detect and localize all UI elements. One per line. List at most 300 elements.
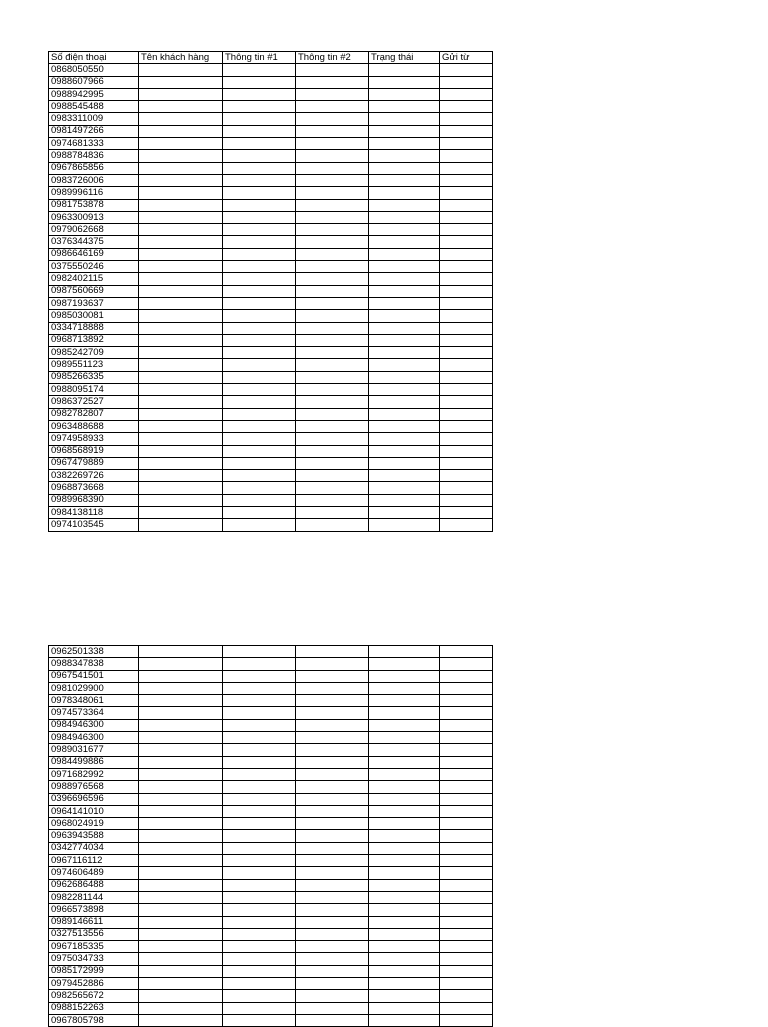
sent-from-cell [440,150,493,162]
status-cell [369,978,440,990]
sent-from-cell [440,187,493,199]
customer-name-cell [139,162,223,174]
phone-cell: 0974958933 [49,433,139,445]
phone-cell: 0988942995 [49,88,139,100]
customer-name-cell [139,519,223,531]
status-cell [369,445,440,457]
status-cell [369,433,440,445]
sent-from-cell [440,682,493,694]
info-2-cell [296,322,369,334]
phone-cell: 0989551123 [49,359,139,371]
table-row [49,150,493,162]
header-customer-name: Tên khách hàng [139,52,223,64]
customer-name-cell [139,470,223,482]
phone-cell: 0967185335 [49,941,139,953]
status-cell [369,88,440,100]
info-2-cell [296,707,369,719]
table-row [49,519,493,531]
sent-from-cell [440,506,493,518]
header-status: Trạng thái [369,52,440,64]
table-row [49,125,493,137]
info-1-cell [223,334,296,346]
info-1-cell [223,359,296,371]
status-cell [369,830,440,842]
phone-cell: 0983311009 [49,113,139,125]
table-row [49,646,493,658]
status-cell [369,904,440,916]
phone-cell: 0987560669 [49,285,139,297]
phone-cell: 0988976568 [49,781,139,793]
info-1-cell [223,211,296,223]
status-cell [369,64,440,76]
status-cell [369,682,440,694]
info-2-cell [296,953,369,965]
info-2-cell [296,445,369,457]
info-1-cell [223,482,296,494]
customer-name-cell [139,420,223,432]
info-2-cell [296,88,369,100]
table-row [49,334,493,346]
status-cell [369,322,440,334]
customer-name-cell [139,273,223,285]
info-2-cell [296,494,369,506]
phone-cell: 0981029900 [49,682,139,694]
table-row [49,433,493,445]
customer-name-cell [139,744,223,756]
sent-from-cell [440,457,493,469]
phone-cell: 0982281144 [49,891,139,903]
info-2-cell [296,916,369,928]
status-cell [369,457,440,469]
info-2-cell [296,842,369,854]
status-cell [369,941,440,953]
customer-name-cell [139,719,223,731]
status-cell [369,1002,440,1014]
sent-from-cell [440,953,493,965]
table-row [49,359,493,371]
header-info-1: Thông tin #1 [223,52,296,64]
phone-cell: 0396696596 [49,793,139,805]
sent-from-cell [440,285,493,297]
customer-name-cell [139,891,223,903]
customer-name-cell [139,433,223,445]
info-2-cell [296,285,369,297]
customer-name-cell [139,150,223,162]
table-row [49,371,493,383]
status-cell [369,470,440,482]
sent-from-cell [440,916,493,928]
status-cell [369,261,440,273]
customer-name-cell [139,297,223,309]
table-row [49,855,493,867]
sent-from-cell [440,359,493,371]
table-row [49,928,493,940]
customer-name-cell [139,236,223,248]
customer-name-cell [139,879,223,891]
phone-cell: 0985172999 [49,965,139,977]
customer-name-cell [139,113,223,125]
customer-name-cell [139,408,223,420]
info-1-cell [223,519,296,531]
customer-name-cell [139,174,223,186]
table-row [49,1014,493,1026]
info-1-cell [223,76,296,88]
info-2-cell [296,941,369,953]
customer-name-cell [139,1002,223,1014]
status-cell [369,211,440,223]
phone-cell: 0964141010 [49,805,139,817]
sent-from-cell [440,125,493,137]
customer-name-cell [139,445,223,457]
phone-cell: 0962686488 [49,879,139,891]
info-1-cell [223,261,296,273]
customer-name-cell [139,756,223,768]
table-row [49,867,493,879]
table-row [49,953,493,965]
info-2-cell [296,125,369,137]
customer-name-cell [139,248,223,260]
customer-name-cell [139,658,223,670]
table-row [49,830,493,842]
sent-from-cell [440,322,493,334]
info-2-cell [296,64,369,76]
info-1-cell [223,891,296,903]
info-1-cell [223,199,296,211]
status-cell [369,916,440,928]
status-cell [369,707,440,719]
phone-cell: 0868050550 [49,64,139,76]
status-cell [369,928,440,940]
sent-from-cell [440,928,493,940]
info-2-cell [296,273,369,285]
info-1-cell [223,420,296,432]
customer-name-cell [139,285,223,297]
table-row [49,322,493,334]
customer-name-cell [139,965,223,977]
info-2-cell [296,248,369,260]
status-cell [369,842,440,854]
sent-from-cell [440,756,493,768]
status-cell [369,768,440,780]
status-cell [369,224,440,236]
customer-name-cell [139,707,223,719]
phone-cell: 0984946300 [49,719,139,731]
phone-cell: 0979452886 [49,978,139,990]
sent-from-cell [440,310,493,322]
info-2-cell [296,719,369,731]
info-2-cell [296,658,369,670]
status-cell [369,953,440,965]
info-1-cell [223,928,296,940]
customer-name-cell [139,224,223,236]
info-2-cell [296,334,369,346]
info-2-cell [296,682,369,694]
customer-name-cell [139,805,223,817]
sent-from-cell [440,396,493,408]
table-row [49,879,493,891]
info-1-cell [223,88,296,100]
info-1-cell [223,695,296,707]
status-cell [369,793,440,805]
customer-name-cell [139,261,223,273]
table-row [49,347,493,359]
info-2-cell [296,113,369,125]
info-1-cell [223,744,296,756]
table-row [49,916,493,928]
phone-cell: 0985266335 [49,371,139,383]
info-2-cell [296,261,369,273]
sent-from-cell [440,236,493,248]
info-1-cell [223,273,296,285]
phone-cell: 0968873668 [49,482,139,494]
phone-cell: 0974573364 [49,707,139,719]
info-1-cell [223,248,296,260]
sent-from-cell [440,781,493,793]
info-1-cell [223,101,296,113]
info-2-cell [296,482,369,494]
sent-from-cell [440,965,493,977]
table-row [49,187,493,199]
contact-table-1 [48,51,493,532]
info-1-cell [223,494,296,506]
info-1-cell [223,682,296,694]
info-1-cell [223,953,296,965]
phone-cell: 0327513556 [49,928,139,940]
info-2-cell [296,990,369,1002]
table-row [49,891,493,903]
customer-name-cell [139,830,223,842]
phone-cell: 0982402115 [49,273,139,285]
table-row [49,670,493,682]
table-row [49,88,493,100]
customer-name-cell [139,396,223,408]
phone-cell: 0967116112 [49,855,139,867]
phone-cell: 0988545488 [49,101,139,113]
status-cell [369,310,440,322]
info-2-cell [296,695,369,707]
status-cell [369,818,440,830]
info-1-cell [223,1002,296,1014]
sent-from-cell [440,879,493,891]
table-row [49,682,493,694]
sent-from-cell [440,768,493,780]
table-row [49,719,493,731]
table-row [49,420,493,432]
sent-from-cell [440,482,493,494]
status-cell [369,248,440,260]
sent-from-cell [440,101,493,113]
sent-from-cell [440,494,493,506]
header-info-2: Thông tin #2 [296,52,369,64]
sent-from-cell [440,732,493,744]
customer-name-cell [139,199,223,211]
status-cell [369,334,440,346]
customer-name-cell [139,76,223,88]
info-1-cell [223,138,296,150]
info-2-cell [296,236,369,248]
phone-cell: 0979062668 [49,224,139,236]
sent-from-cell [440,224,493,236]
customer-name-cell [139,494,223,506]
sent-from-cell [440,371,493,383]
table-row [49,236,493,248]
info-1-cell [223,113,296,125]
phone-cell: 0989146611 [49,916,139,928]
customer-name-cell [139,322,223,334]
sent-from-cell [440,199,493,211]
info-2-cell [296,347,369,359]
info-2-cell [296,174,369,186]
info-1-cell [223,285,296,297]
sent-from-cell [440,408,493,420]
table-row [49,707,493,719]
info-2-cell [296,396,369,408]
sent-from-cell [440,138,493,150]
customer-name-cell [139,904,223,916]
info-1-cell [223,384,296,396]
status-cell [369,359,440,371]
info-1-cell [223,150,296,162]
customer-name-cell [139,347,223,359]
customer-name-cell [139,211,223,223]
info-2-cell [296,805,369,817]
info-2-cell [296,101,369,113]
info-2-cell [296,818,369,830]
phone-cell: 0975034733 [49,953,139,965]
sent-from-cell [440,384,493,396]
info-1-cell [223,125,296,137]
phone-cell: 0986372527 [49,396,139,408]
info-2-cell [296,646,369,658]
status-cell [369,855,440,867]
table-row [49,297,493,309]
info-1-cell [223,506,296,518]
table-row [49,101,493,113]
phone-cell: 0974103545 [49,519,139,531]
info-1-cell [223,855,296,867]
customer-name-cell [139,457,223,469]
status-cell [369,965,440,977]
table-row [49,941,493,953]
info-2-cell [296,891,369,903]
status-cell [369,658,440,670]
table-row [49,744,493,756]
customer-name-cell [139,990,223,1002]
table-row [49,978,493,990]
sent-from-cell [440,707,493,719]
table-row [49,224,493,236]
table-row [49,506,493,518]
status-cell [369,506,440,518]
phone-cell: 0963488688 [49,420,139,432]
phone-cell: 0978348061 [49,695,139,707]
info-2-cell [296,781,369,793]
table-row [49,470,493,482]
status-cell [369,756,440,768]
sent-from-cell [440,445,493,457]
info-2-cell [296,384,369,396]
info-1-cell [223,371,296,383]
customer-name-cell [139,187,223,199]
table-row [49,965,493,977]
info-2-cell [296,519,369,531]
table-row [49,384,493,396]
info-1-cell [223,658,296,670]
status-cell [369,420,440,432]
info-1-cell [223,670,296,682]
info-2-cell [296,904,369,916]
status-cell [369,695,440,707]
info-1-cell [223,1014,296,1026]
sent-from-cell [440,646,493,658]
phone-cell: 0966573898 [49,904,139,916]
table-row [49,76,493,88]
status-cell [369,187,440,199]
customer-name-cell [139,916,223,928]
sent-from-cell [440,805,493,817]
customer-name-cell [139,359,223,371]
status-cell [369,744,440,756]
info-1-cell [223,830,296,842]
customer-name-cell [139,125,223,137]
header-row [49,52,493,64]
phone-cell: 0982782807 [49,408,139,420]
table-row [49,658,493,670]
sent-from-cell [440,519,493,531]
table-row [49,842,493,854]
table-row [49,64,493,76]
info-1-cell [223,978,296,990]
phone-cell: 0988784836 [49,150,139,162]
customer-name-cell [139,482,223,494]
customer-name-cell [139,818,223,830]
info-2-cell [296,408,369,420]
customer-name-cell [139,695,223,707]
info-2-cell [296,457,369,469]
table-row [49,408,493,420]
info-2-cell [296,199,369,211]
info-2-cell [296,978,369,990]
info-1-cell [223,174,296,186]
sent-from-cell [440,248,493,260]
status-cell [369,138,440,150]
sent-from-cell [440,211,493,223]
phone-cell: 0963943588 [49,830,139,842]
info-1-cell [223,64,296,76]
phone-cell: 0989968390 [49,494,139,506]
customer-name-cell [139,842,223,854]
phone-cell: 0985030081 [49,310,139,322]
status-cell [369,519,440,531]
table-row [49,113,493,125]
customer-name-cell [139,781,223,793]
phone-cell: 0989031677 [49,744,139,756]
info-2-cell [296,138,369,150]
status-cell [369,732,440,744]
status-cell [369,482,440,494]
status-cell [369,285,440,297]
customer-name-cell [139,64,223,76]
info-2-cell [296,768,369,780]
status-cell [369,891,440,903]
phone-cell: 0981753878 [49,199,139,211]
info-1-cell [223,941,296,953]
info-2-cell [296,879,369,891]
customer-name-cell [139,670,223,682]
status-cell [369,101,440,113]
sent-from-cell [440,904,493,916]
sent-from-cell [440,113,493,125]
